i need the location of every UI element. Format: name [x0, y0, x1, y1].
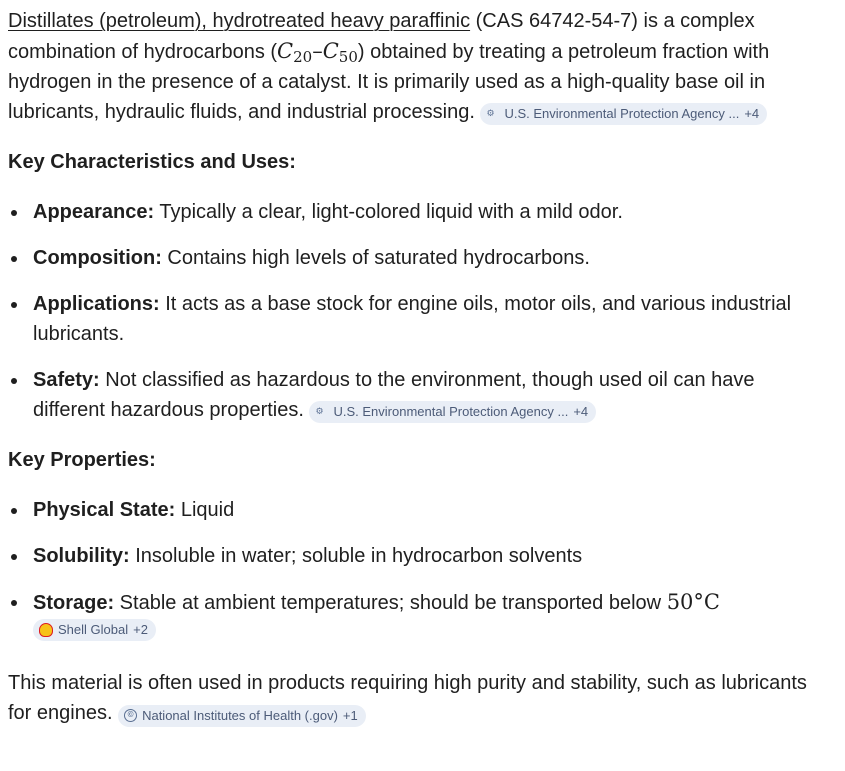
source-chip-epa[interactable] — [309, 401, 596, 423]
outro-paragraph — [8, 668, 828, 728]
section-heading-characteristics: Key Characteristics and Uses: — [8, 151, 296, 173]
source-chip-shell[interactable] — [33, 619, 156, 641]
epa-icon: ⚙︎ — [315, 406, 323, 416]
list-item: Applications: It acts as a base stock for engine oils, motor oils, and various industrial lubricants. — [8, 289, 828, 349]
source-chip-nih[interactable] — [118, 705, 366, 727]
epa-icon: ⚙︎ — [486, 108, 494, 118]
chip-source: National Institutes of Health (.gov) — [142, 707, 338, 723]
nih-icon: © — [124, 709, 137, 722]
chip-more: +2 — [133, 622, 148, 637]
list-item: Physical State: Liquid — [8, 495, 828, 525]
chip-source: U.S. Environmental Protection Agency ... — [504, 105, 740, 121]
source-chip-epa[interactable] — [480, 103, 767, 125]
list-item: Composition: Contains high levels of saturated hydrocarbons. — [8, 243, 828, 273]
list-item: Appearance: Typically a clear, light-colored liquid with a mild odor. — [8, 197, 828, 227]
list-item: Storage: Stable at ambient temperatures; should be transported below 50°C Shell Global +2 — [8, 587, 828, 648]
intro-paragraph — [8, 6, 828, 127]
answer-body — [8, 6, 828, 728]
list-item: Solubility: Insoluble in water; soluble in hydrocarbon solvents — [8, 541, 828, 571]
chip-more: +1 — [342, 707, 358, 723]
temperature-value: 50°C — [666, 590, 720, 614]
list-item: Safety: Not classified as hazardous to the environment, though used oil can have different hazardous properties. ⚙︎ U.S. Environmental Protection Agency ... +4 — [8, 365, 828, 425]
characteristics-list — [8, 197, 828, 425]
section-heading-properties: Key Properties: — [8, 449, 156, 471]
chip-more: +4 — [573, 403, 589, 419]
intro-text-1: (CAS 64742-54-7) is a complex combination of hydrocarbons ( — [8, 10, 755, 63]
intro-text-2: ) obtained by treating a petroleum fraction with hydrogen in the presence of a catalyst. It is primarily used as a high-quality base oil in lubricants, hydraulic fluids, and industrial processing. — [8, 41, 770, 123]
shell-icon — [39, 623, 53, 637]
chip-source: Shell Global — [58, 622, 129, 637]
chip-source: U.S. Environmental Protection Agency ... — [333, 403, 569, 419]
properties-list — [8, 495, 828, 648]
outro-text: This material is often used in products requiring high purity and stability, such as lubricants for engines. — [8, 672, 807, 724]
chip-more: +4 — [744, 105, 760, 121]
substance-link[interactable]: Distillates (petroleum), hydrotreated heavy paraffinic — [8, 10, 471, 32]
formula: $C_{20}-C_{50}$ — [277, 39, 358, 66]
